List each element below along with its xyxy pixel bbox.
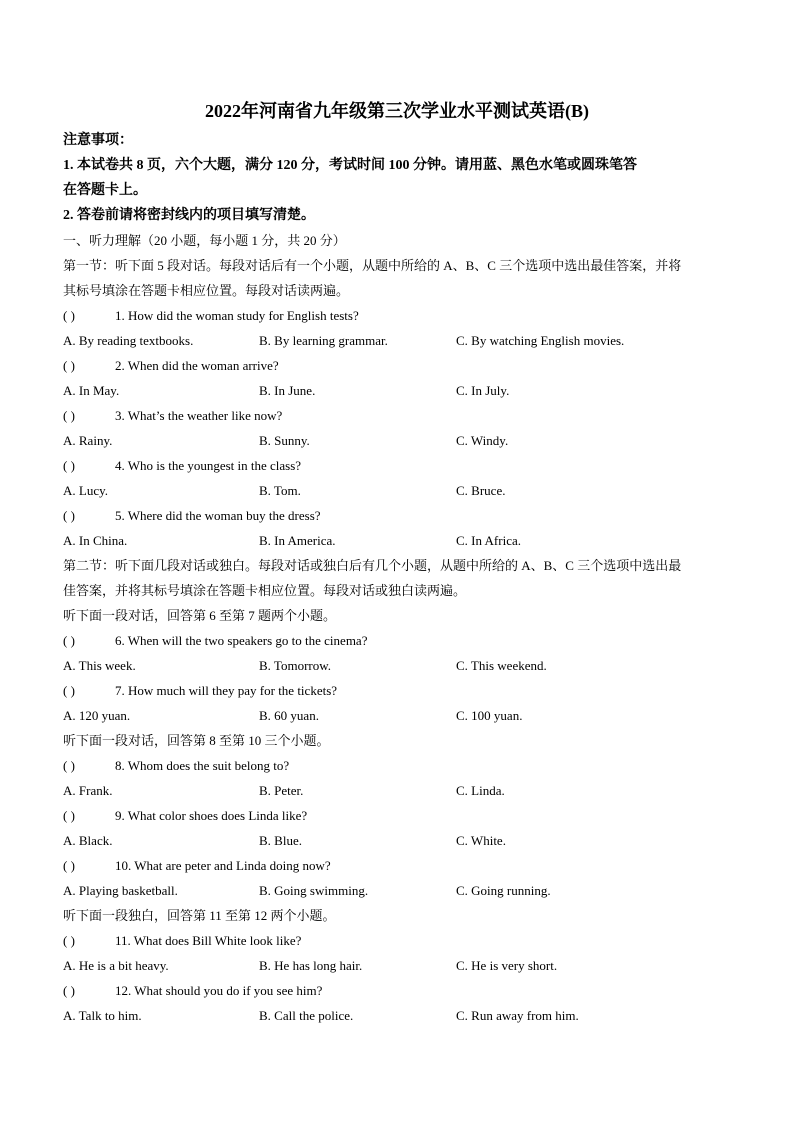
option-b: B. Peter. <box>259 783 304 798</box>
option-b: B. By learning grammar. <box>259 333 388 348</box>
options-3 <box>63 431 739 451</box>
question-text: 4. Who is the youngest in the class? <box>115 458 302 473</box>
question-12 <box>63 981 739 1001</box>
option-c: C. By watching English movies. <box>456 333 625 348</box>
option-a: A. Rainy. <box>63 433 113 448</box>
option-b: B. Going swimming. <box>259 883 369 898</box>
answer-blank: ( ) <box>63 808 75 823</box>
part2-instruction-cont: 佳答案，并将其标号填涂在答题卡相应位置。每段对话或独白读两遍。 <box>63 583 467 598</box>
notice-item-1-cont: 在答题卡上。 <box>63 183 147 198</box>
monologue-intro-11-12: 听下面一段独白，回答第 11 至第 12 两个小题。 <box>63 908 336 923</box>
question-5 <box>63 506 739 526</box>
question-text: 1. How did the woman study for English tests? <box>115 308 359 323</box>
option-c: C. White. <box>456 833 506 848</box>
option-a: A. This week. <box>63 658 136 673</box>
options-7 <box>63 706 739 726</box>
question-7 <box>63 681 739 701</box>
section-heading: 一、听力理解（20 小题，每小题 1 分，共 20 分） <box>63 233 346 248</box>
option-a: A. Talk to him. <box>63 1008 142 1023</box>
options-5 <box>63 531 739 551</box>
answer-blank: ( ) <box>63 858 75 873</box>
option-b: B. 60 yuan. <box>259 708 319 723</box>
answer-blank: ( ) <box>63 983 75 998</box>
question-1 <box>63 306 739 326</box>
option-c: C. Bruce. <box>456 483 506 498</box>
options-9 <box>63 831 739 851</box>
option-c: C. 100 yuan. <box>456 708 523 723</box>
options-12 <box>63 1006 739 1026</box>
option-c: C. He is very short. <box>456 958 558 973</box>
answer-blank: ( ) <box>63 308 75 323</box>
question-9 <box>63 806 739 826</box>
notice-item-1: 1. 本试卷共 8 页，六个大题，满分 120 分，考试时间 100 分钟。请用蓝、黑色水笔或圆珠笔答 <box>63 158 637 173</box>
option-a: A. Frank. <box>63 783 113 798</box>
option-b: B. Blue. <box>259 833 302 848</box>
question-6 <box>63 631 739 651</box>
option-a: A. By reading textbooks. <box>63 333 194 348</box>
option-a: A. 120 yuan. <box>63 708 131 723</box>
question-text: 3. What’s the weather like now? <box>115 408 283 423</box>
option-a: A. In China. <box>63 533 128 548</box>
options-6 <box>63 656 739 676</box>
question-2 <box>63 356 739 376</box>
option-a: A. Black. <box>63 833 113 848</box>
answer-blank: ( ) <box>63 408 75 423</box>
answer-blank: ( ) <box>63 933 75 948</box>
answer-blank: ( ) <box>63 458 75 473</box>
option-b: B. Call the police. <box>259 1008 354 1023</box>
option-b: B. In America. <box>259 533 336 548</box>
question-text: 10. What are peter and Linda doing now? <box>115 858 331 873</box>
question-text: 2. When did the woman arrive? <box>115 358 279 373</box>
option-c: C. In Africa. <box>456 533 521 548</box>
answer-blank: ( ) <box>63 508 75 523</box>
options-8 <box>63 781 739 801</box>
question-3 <box>63 406 739 426</box>
answer-blank: ( ) <box>63 758 75 773</box>
answer-blank: ( ) <box>63 633 75 648</box>
option-b: B. Tomorrow. <box>259 658 332 673</box>
answer-blank: ( ) <box>63 358 75 373</box>
question-text: 9. What color shoes does Linda like? <box>115 808 308 823</box>
option-a: A. Playing basketball. <box>63 883 178 898</box>
question-10 <box>63 856 739 876</box>
dialogue-intro-8-10: 听下面一段对话，回答第 8 至第 10 三个小题。 <box>63 733 330 748</box>
question-text: 11. What does Bill White look like? <box>115 933 302 948</box>
page-title: 2022年河南省九年级第三次学业水平测试英语(B) <box>205 101 589 121</box>
options-4 <box>63 481 739 501</box>
option-a: A. In May. <box>63 383 120 398</box>
part1-instruction-cont: 其标号填涂在答题卡相应位置。每段对话读两遍。 <box>63 283 350 298</box>
question-text: 8. Whom does the suit belong to? <box>115 758 290 773</box>
options-2 <box>63 381 739 401</box>
option-a: A. He is a bit heavy. <box>63 958 169 973</box>
option-c: C. Going running. <box>456 883 551 898</box>
question-text: 7. How much will they pay for the tickets? <box>115 683 338 698</box>
option-c: C. Run away from him. <box>456 1008 579 1023</box>
question-11 <box>63 931 739 951</box>
notice-item-2: 2. 答卷前请将密封线内的项目填写清楚。 <box>63 208 315 223</box>
option-b: B. Sunny. <box>259 433 310 448</box>
answer-blank: ( ) <box>63 683 75 698</box>
question-text: 6. When will the two speakers go to the cinema? <box>115 633 368 648</box>
question-text: 12. What should you do if you see him? <box>115 983 323 998</box>
options-11 <box>63 956 739 976</box>
option-a: A. Lucy. <box>63 483 109 498</box>
question-4 <box>63 456 739 476</box>
options-10 <box>63 881 739 901</box>
part1-instruction: 第一节：听下面 5 段对话。每段对话后有一个小题，从题中所给的 A、B、C 三个选项中选出最佳答案，并将 <box>63 258 682 273</box>
option-b: B. Tom. <box>259 483 301 498</box>
options-1 <box>63 331 739 351</box>
option-c: C. Windy. <box>456 433 509 448</box>
option-b: B. In June. <box>259 383 316 398</box>
option-c: C. This weekend. <box>456 658 547 673</box>
part2-instruction: 第二节：听下面几段对话或独白。每段对话或独白后有几个小题，从题中所给的 A、B、C 三个选项中选出最 <box>63 558 682 573</box>
option-c: C. Linda. <box>456 783 505 798</box>
option-b: B. He has long hair. <box>259 958 363 973</box>
option-c: C. In July. <box>456 383 510 398</box>
question-8 <box>63 756 739 776</box>
dialogue-intro-6-7: 听下面一段对话，回答第 6 至第 7 题两个小题。 <box>63 608 337 623</box>
question-text: 5. Where did the woman buy the dress? <box>115 508 321 523</box>
notice-heading: 注意事项： <box>63 133 133 148</box>
